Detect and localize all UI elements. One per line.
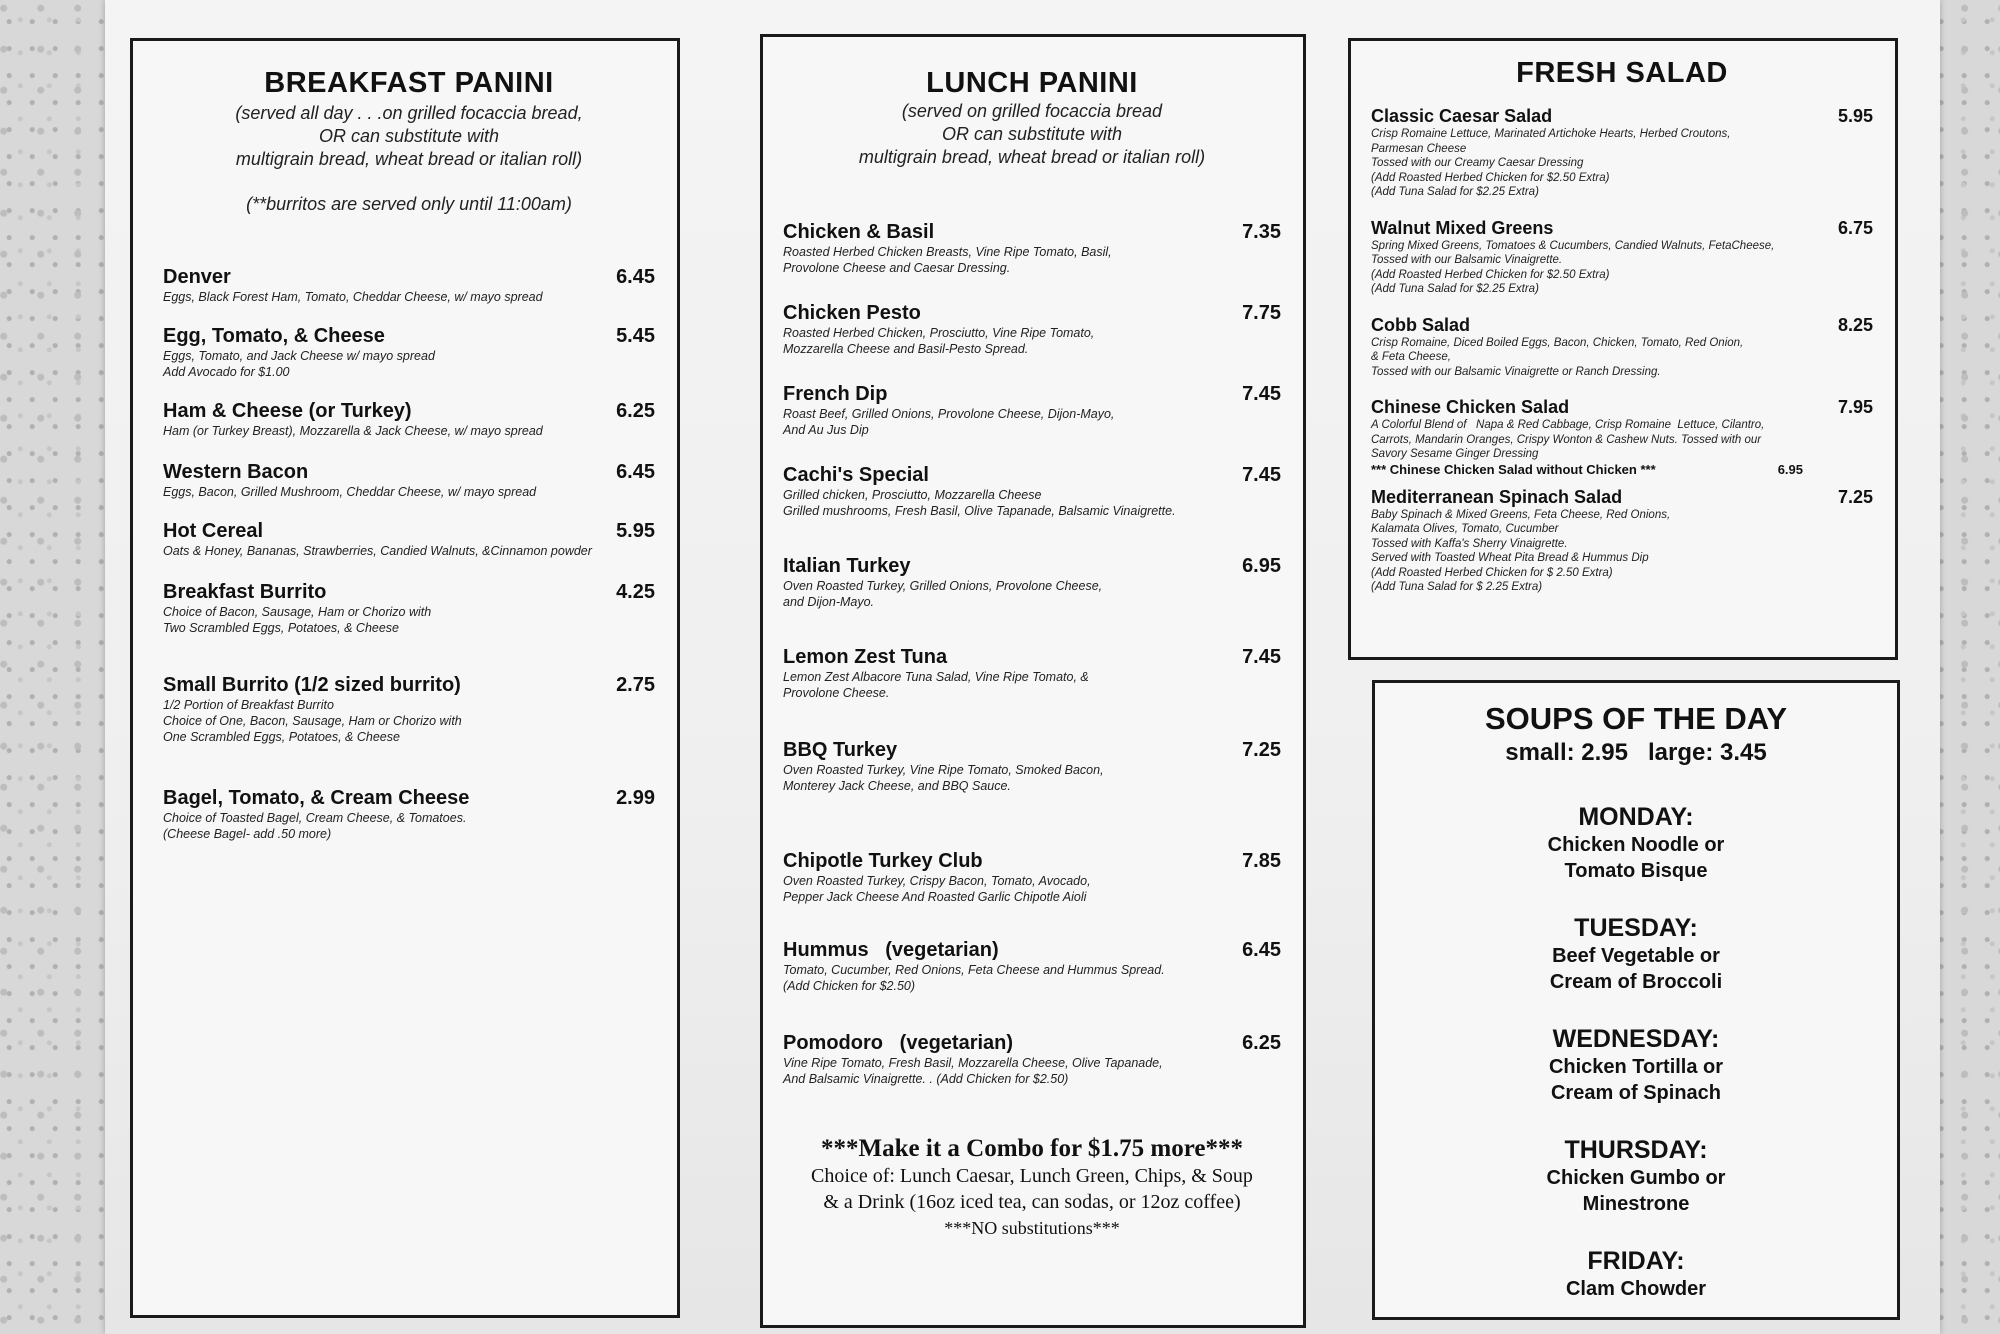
menu-item-name: Chipotle Turkey Club bbox=[783, 850, 983, 872]
menu-item-description: & Feta Cheese, bbox=[1371, 351, 1451, 363]
menu-item-header bbox=[1371, 315, 1873, 336]
soup-option: Chicken Noodle or bbox=[1547, 834, 1725, 856]
menu-item-header bbox=[1371, 106, 1873, 127]
menu-item-name: Ham & Cheese (or Turkey) bbox=[163, 400, 412, 422]
menu-item-name: Pomodoro (vegetarian) bbox=[783, 1032, 1014, 1054]
menu-item-price: 7.35 bbox=[1242, 221, 1281, 243]
combo-no-substitutions: ***NO substitutions*** bbox=[944, 1218, 1120, 1238]
soup-option: Beef Vegetable or bbox=[1552, 945, 1720, 967]
menu-item-description: Oven Roasted Turkey, Vine Ripe Tomato, Smoked Bacon, bbox=[783, 763, 1104, 777]
breakfast-subtitle-line: (served all day . . .on grilled focaccia bread, bbox=[235, 103, 583, 123]
menu-item-description: (Cheese Bagel- add .50 more) bbox=[163, 827, 332, 841]
menu-item-price: 7.45 bbox=[1242, 646, 1281, 668]
menu-item-name: Denver bbox=[163, 266, 231, 288]
menu-item-price: 6.45 bbox=[1242, 939, 1281, 961]
breakfast-item-list bbox=[163, 266, 655, 842]
menu-item-description: Mozzarella Cheese and Basil-Pesto Spread. bbox=[783, 342, 1029, 356]
menu-item-header bbox=[163, 787, 655, 810]
menu-item bbox=[1371, 315, 1873, 380]
menu-item-description: One Scrambled Eggs, Potatoes, & Cheese bbox=[163, 730, 400, 744]
menu-item-header bbox=[783, 646, 1281, 669]
menu-item-header bbox=[163, 520, 655, 543]
menu-item-price: 6.45 bbox=[616, 461, 655, 483]
menu-item bbox=[163, 461, 655, 500]
menu-item bbox=[783, 302, 1281, 357]
soup-option: Chicken Tortilla or bbox=[1548, 1056, 1724, 1078]
menu-item-header bbox=[783, 302, 1281, 325]
menu-item-description: Grilled chicken, Prosciutto, Mozzarella Cheese bbox=[783, 488, 1042, 502]
soup-day-list bbox=[1385, 803, 1887, 1302]
menu-item-header bbox=[163, 400, 655, 423]
menu-item-description: Lemon Zest Albacore Tuna Salad, Vine Ripe Tomato, & bbox=[783, 670, 1089, 684]
menu-item bbox=[163, 520, 655, 559]
menu-item-description: Spring Mixed Greens, Tomatoes & Cucumbers, Candied Walnuts, FetaCheese, bbox=[1371, 239, 1775, 252]
menu-item-description: Tossed with our Balsamic Vinaigrette or Ranch Dressing. bbox=[1371, 365, 1661, 378]
menu-item bbox=[783, 850, 1281, 905]
combo-line: Choice of: Lunch Caesar, Lunch Green, Chips, & Soup bbox=[811, 1165, 1253, 1187]
menu-item bbox=[783, 383, 1281, 438]
menu-item-price: 6.25 bbox=[616, 400, 655, 422]
menu-item bbox=[1371, 487, 1873, 595]
menu-item-description: Eggs, Black Forest Ham, Tomato, Cheddar Cheese, w/ mayo spread bbox=[163, 290, 543, 304]
menu-item-price: 2.75 bbox=[616, 674, 655, 696]
menu-item-price: 6.75 bbox=[1837, 217, 1873, 238]
menu-item-description: Vine Ripe Tomato, Fresh Basil, Mozzarella Cheese, Olive Tapanade, bbox=[783, 1056, 1163, 1070]
menu-item-name: Cachi's Special bbox=[783, 464, 929, 486]
menu-item-description: Oats & Honey, Bananas, Strawberries, Candied Walnuts, &Cinnamon powder bbox=[163, 544, 592, 558]
menu-item-price: 7.75 bbox=[1242, 302, 1281, 324]
menu-item-price: 6.25 bbox=[1242, 1032, 1281, 1054]
menu-item-description: (Add Tuna Salad for $ 2.25 Extra) bbox=[1371, 581, 1543, 593]
menu-item-header bbox=[163, 266, 655, 289]
menu-item-description: Eggs, Bacon, Grilled Mushroom, Cheddar Cheese, w/ mayo spread bbox=[163, 485, 537, 499]
menu-item-header bbox=[783, 939, 1281, 962]
menu-item bbox=[783, 464, 1281, 519]
soup-day-label: FRIDAY: bbox=[1587, 1247, 1685, 1275]
menu-item-description: And Au Jus Dip bbox=[783, 423, 869, 437]
menu-item-description: Parmesan Cheese bbox=[1371, 142, 1467, 155]
menu-item-header bbox=[163, 674, 655, 697]
menu-item-description: Monterey Jack Cheese, and BBQ Sauce. bbox=[783, 779, 1011, 793]
burrito-note: (**burritos are served only until 11:00am) bbox=[246, 194, 572, 214]
menu-item-description: Carrots, Mandarin Oranges, Crispy Wonton & Cashew Nuts. Tossed with our bbox=[1371, 433, 1762, 446]
menu-item-description: Tomato, Cucumber, Red Onions, Feta Cheese and Hummus Spread. bbox=[783, 963, 1165, 977]
menu-item bbox=[163, 581, 655, 636]
soup-option: Minestrone bbox=[1582, 1193, 1690, 1215]
menu-item bbox=[1371, 397, 1873, 477]
lunch-item-list bbox=[783, 221, 1281, 1087]
menu-item bbox=[163, 674, 655, 745]
menu-item-description: Tossed with Kaffa's Sherry Vinaigrette. bbox=[1371, 537, 1568, 550]
menu-item-description: 1/2 Portion of Breakfast Burrito bbox=[163, 698, 334, 712]
menu-item-name: Classic Caesar Salad bbox=[1371, 106, 1553, 126]
combo-offer bbox=[783, 1135, 1281, 1241]
menu-item-price: 5.95 bbox=[616, 520, 655, 542]
menu-item-price: 8.25 bbox=[1837, 314, 1873, 335]
menu-item-description: Eggs, Tomato, and Jack Cheese w/ mayo spread bbox=[163, 349, 435, 363]
menu-item-price: 4.25 bbox=[616, 581, 655, 603]
menu-item-description: Choice of Toasted Bagel, Cream Cheese, & Tomatoes. bbox=[163, 811, 467, 825]
menu-item bbox=[783, 939, 1281, 994]
menu-item-name: Western Bacon bbox=[163, 461, 309, 483]
menu-item-description: Two Scrambled Eggs, Potatoes, & Cheese bbox=[163, 621, 399, 635]
menu-item-price: 7.45 bbox=[1242, 464, 1281, 486]
menu-item-description: and Dijon-Mayo. bbox=[783, 595, 875, 609]
menu-item-price: 7.45 bbox=[1242, 383, 1281, 405]
menu-item-description: Oven Roasted Turkey, Crispy Bacon, Tomato, Avocado, bbox=[783, 874, 1091, 888]
menu-item-header bbox=[783, 850, 1281, 873]
menu-item-description: Grilled mushrooms, Fresh Basil, Olive Tapanade, Balsamic Vinaigrette. bbox=[783, 504, 1176, 518]
menu-item-price: 2.99 bbox=[616, 787, 655, 809]
menu-item-description: Crisp Romaine Lettuce, Marinated Artichoke Hearts, Herbed Croutons, bbox=[1371, 128, 1731, 140]
menu-item-description: Add Avocado for $1.00 bbox=[163, 365, 290, 379]
menu-item bbox=[163, 325, 655, 380]
menu-item-name: Cobb Salad bbox=[1371, 314, 1471, 335]
menu-item bbox=[1371, 106, 1873, 200]
menu-item-price: 6.45 bbox=[616, 266, 655, 288]
menu-item-name: Breakfast Burrito bbox=[163, 581, 327, 603]
menu-item-name: Bagel, Tomato, & Cream Cheese bbox=[163, 787, 470, 809]
menu-item-name: Chicken Pesto bbox=[783, 302, 921, 324]
menu-item-header bbox=[783, 1032, 1281, 1055]
soup-option: Cream of Broccoli bbox=[1549, 971, 1723, 993]
menu-item-name: Egg, Tomato, & Cheese bbox=[163, 325, 385, 347]
menu-item-header bbox=[163, 325, 655, 348]
menu-item-header bbox=[783, 383, 1281, 406]
menu-item-name: BBQ Turkey bbox=[783, 739, 898, 761]
menu-item-description: Roasted Herbed Chicken, Prosciutto, Vine Ripe Tomato, bbox=[783, 326, 1095, 340]
breakfast-subtitle bbox=[163, 102, 655, 171]
menu-item-description: Pepper Jack Cheese And Roasted Garlic Chipotle Aioli bbox=[783, 890, 1087, 904]
menu-item-description: Tossed with our Balsamic Vinaigrette. bbox=[1371, 254, 1563, 266]
soup-prices: small: 2.95 large: 3.45 bbox=[1505, 739, 1767, 766]
menu-item-header bbox=[1371, 218, 1873, 239]
soup-day-label: WEDNESDAY: bbox=[1552, 1025, 1720, 1053]
lunch-subtitle-line: OR can substitute with bbox=[941, 124, 1123, 144]
breakfast-panel bbox=[130, 38, 680, 1318]
menu-item-description: Baby Spinach & Mixed Greens, Feta Cheese, Red Onions, bbox=[1371, 508, 1671, 521]
menu-item-name: French Dip bbox=[783, 383, 888, 405]
soup-day-label: MONDAY: bbox=[1578, 803, 1694, 831]
combo-line: & a Drink (16oz iced tea, can sodas, or 12oz coffee) bbox=[823, 1191, 1241, 1213]
menu-item-description: Choice of One, Bacon, Sausage, Ham or Chorizo with bbox=[163, 714, 462, 728]
soup-option: Clam Chowder bbox=[1565, 1278, 1707, 1300]
menu-item-header bbox=[163, 461, 655, 484]
lunch-panel bbox=[760, 34, 1306, 1328]
menu-item-header bbox=[783, 464, 1281, 487]
menu-item-name: Chinese Chicken Salad bbox=[1371, 397, 1570, 417]
menu-item-header bbox=[1371, 397, 1873, 418]
variant-price: 6.95 bbox=[1777, 461, 1803, 477]
menu-item-description: Tossed with our Creamy Caesar Dressing bbox=[1371, 157, 1584, 169]
menu-item-price: 6.95 bbox=[1242, 555, 1281, 577]
menu-item-description: Savory Sesame Ginger Dressing bbox=[1371, 448, 1539, 460]
menu-item-description: And Balsamic Vinaigrette. . (Add Chicken for $2.50) bbox=[783, 1072, 1069, 1086]
menu-item-name: Chicken & Basil bbox=[783, 221, 935, 243]
breakfast-subtitle-line: OR can substitute with bbox=[318, 126, 500, 146]
menu-item-description: (Add Chicken for $2.50) bbox=[783, 979, 916, 993]
menu-item-description: Roast Beef, Grilled Onions, Provolone Cheese, Dijon-Mayo, bbox=[783, 407, 1115, 421]
soup-day-label: TUESDAY: bbox=[1574, 914, 1698, 942]
lunch-title: LUNCH PANINI bbox=[926, 67, 1138, 99]
menu-item-name: Mediterranean Spinach Salad bbox=[1371, 486, 1623, 507]
soup-option: Chicken Gumbo or bbox=[1546, 1167, 1726, 1189]
menu-item-header bbox=[1371, 487, 1873, 508]
menu-item-description: Provolone Cheese. bbox=[783, 686, 890, 700]
menu-item-name: Hot Cereal bbox=[163, 520, 264, 542]
menu-item bbox=[783, 221, 1281, 276]
menu-item-description: Roasted Herbed Chicken Breasts, Vine Ripe Tomato, Basil, bbox=[783, 245, 1112, 259]
combo-headline: ***Make it a Combo for $1.75 more*** bbox=[821, 1135, 1243, 1162]
menu-item-header bbox=[783, 739, 1281, 762]
menu-item-header bbox=[783, 221, 1281, 244]
soups-panel bbox=[1372, 680, 1900, 1320]
soups-title: SOUPS OF THE DAY bbox=[1484, 701, 1788, 736]
menu-item-description: Provolone Cheese and Caesar Dressing. bbox=[783, 261, 1011, 275]
menu-item-price: 7.95 bbox=[1837, 397, 1873, 417]
menu-item bbox=[783, 1032, 1281, 1087]
menu-item-description: (Add Tuna Salad for $2.25 Extra) bbox=[1371, 186, 1539, 198]
menu-item bbox=[1371, 218, 1873, 297]
menu-item-price: 7.85 bbox=[1242, 850, 1281, 872]
menu-item-description: (Add Tuna Salad for $2.25 Extra) bbox=[1371, 283, 1539, 295]
variant-name: *** Chinese Chicken Salad without Chicken *** bbox=[1371, 461, 1656, 477]
menu-item-variant bbox=[1371, 462, 1873, 477]
menu-item-description: (Add Roasted Herbed Chicken for $2.50 Extra) bbox=[1371, 171, 1610, 184]
menu-item-description: Oven Roasted Turkey, Grilled Onions, Provolone Cheese, bbox=[783, 579, 1103, 593]
lunch-subtitle-line: multigrain bread, wheat bread or italian roll) bbox=[858, 147, 1206, 167]
menu-item-price: 7.25 bbox=[1242, 739, 1281, 761]
menu-item-name: Italian Turkey bbox=[783, 555, 911, 577]
menu-item bbox=[783, 555, 1281, 610]
menu-item bbox=[163, 400, 655, 439]
menu-item-header bbox=[163, 581, 655, 604]
menu-item-name: Small Burrito (1/2 sized burrito) bbox=[163, 674, 461, 696]
menu-item-description: Choice of Bacon, Sausage, Ham or Chorizo with bbox=[163, 605, 432, 619]
menu-item-description: A Colorful Blend of Napa & Red Cabbage, Crisp Romaine Lettuce, Cilantro, bbox=[1371, 419, 1765, 431]
salad-panel bbox=[1348, 38, 1898, 660]
salad-title: FRESH SALAD bbox=[1516, 57, 1728, 89]
menu-item-description: (Add Roasted Herbed Chicken for $2.50 Extra) bbox=[1371, 268, 1610, 281]
menu-item-price: 5.95 bbox=[1837, 106, 1873, 126]
menu-item-header bbox=[783, 555, 1281, 578]
menu-item bbox=[783, 739, 1281, 794]
soup-option: Tomato Bisque bbox=[1564, 860, 1708, 882]
menu-item-name: Lemon Zest Tuna bbox=[783, 646, 948, 668]
breakfast-subtitle-line: multigrain bread, wheat bread or italian roll) bbox=[235, 149, 583, 169]
soup-option: Cream of Spinach bbox=[1550, 1082, 1722, 1104]
menu-item bbox=[163, 266, 655, 305]
menu-item-name: Hummus (vegetarian) bbox=[783, 939, 999, 961]
menu-item-description: (Add Roasted Herbed Chicken for $ 2.50 Extra) bbox=[1371, 566, 1613, 579]
lunch-subtitle bbox=[783, 100, 1281, 169]
menu-item-price: 5.45 bbox=[616, 325, 655, 347]
lunch-subtitle-line: (served on grilled focaccia bread bbox=[901, 101, 1163, 121]
menu-item-description: Crisp Romaine, Diced Boiled Eggs, Bacon, Chicken, Tomato, Red Onion, bbox=[1371, 336, 1744, 349]
menu-item bbox=[783, 646, 1281, 701]
menu-item-price: 7.25 bbox=[1837, 486, 1873, 507]
menu-item-description: Ham (or Turkey Breast), Mozzarella & Jack Cheese, w/ mayo spread bbox=[163, 424, 543, 438]
menu-item bbox=[163, 787, 655, 842]
menu-item-description: Kalamata Olives, Tomato, Cucumber bbox=[1371, 523, 1559, 535]
soup-day-label: THURSDAY: bbox=[1564, 1136, 1708, 1164]
salad-item-list bbox=[1371, 106, 1873, 595]
menu-item-name: Walnut Mixed Greens bbox=[1371, 217, 1554, 238]
breakfast-title: BREAKFAST PANINI bbox=[264, 67, 554, 99]
menu-item-description: Served with Toasted Wheat Pita Bread & Hummus Dip bbox=[1371, 552, 1649, 564]
